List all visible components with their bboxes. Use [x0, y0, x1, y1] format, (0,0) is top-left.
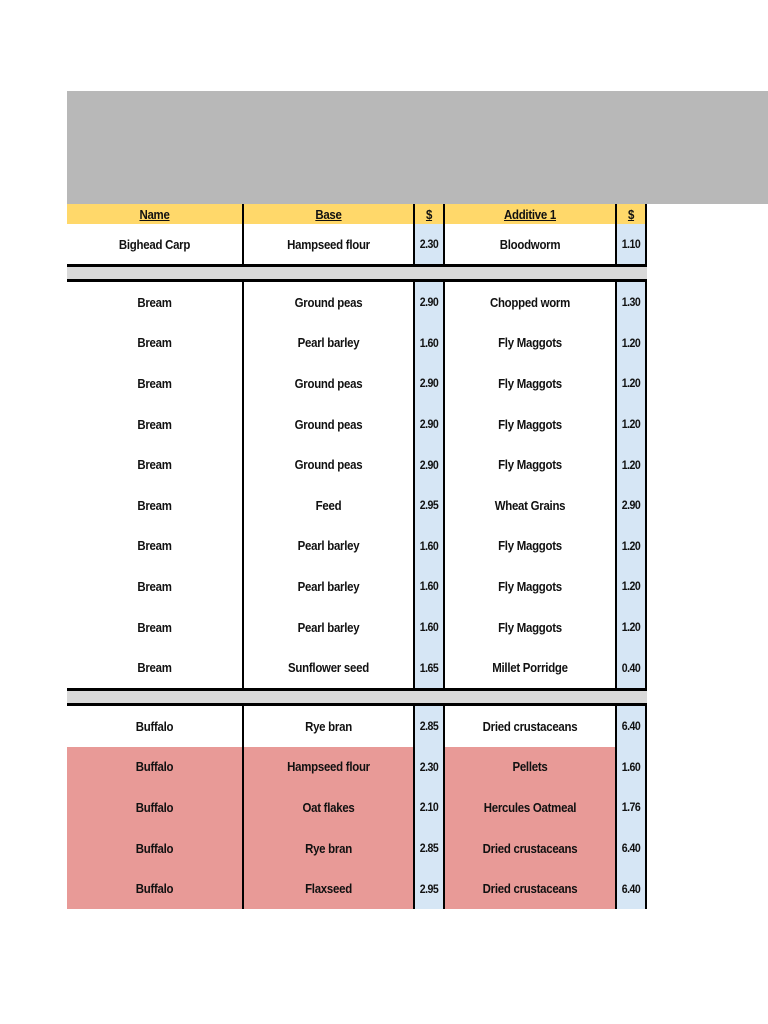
cell-name[interactable]: Bream [137, 335, 172, 351]
header-row [67, 204, 647, 224]
cell-name[interactable]: Bighead Carp [118, 236, 191, 252]
cell-base[interactable]: Pearl barley [297, 538, 360, 554]
cell-name[interactable]: Bream [137, 375, 172, 391]
cell-base[interactable]: Ground peas [294, 457, 363, 473]
cell-name[interactable]: Bream [137, 619, 172, 635]
table-row [67, 607, 647, 648]
cell-price-2[interactable]: 1.20 [621, 620, 641, 635]
cell-price-1[interactable]: 2.90 [419, 417, 439, 432]
cell-price-1[interactable]: 2.30 [419, 759, 439, 774]
cell-base[interactable]: Rye bran [305, 840, 352, 856]
table-row [67, 363, 647, 404]
cell-base[interactable]: Sunflower seed [288, 660, 369, 676]
cell-price-2[interactable]: 1.30 [621, 295, 641, 310]
table-row [67, 444, 647, 485]
title-banner [67, 91, 768, 204]
cell-base[interactable]: Hampseed flour [287, 236, 370, 252]
cell-price-2[interactable]: 6.40 [621, 719, 641, 734]
cell-base[interactable]: Flaxseed [305, 881, 352, 897]
table-row [67, 282, 647, 323]
cell-name[interactable]: Buffalo [135, 759, 174, 775]
table-row [67, 828, 647, 869]
table-row [67, 526, 647, 567]
cell-price-2[interactable]: 6.40 [621, 841, 641, 856]
cell-additive-1[interactable]: Pellets [512, 759, 548, 775]
cell-additive-1[interactable]: Fly Maggots [498, 335, 562, 351]
cell-name[interactable]: Bream [137, 660, 172, 676]
cell-price-1[interactable]: 2.90 [419, 376, 439, 391]
cell-name[interactable]: Bream [137, 457, 172, 473]
cell-additive-1[interactable]: Wheat Grains [494, 497, 566, 513]
table-row [67, 706, 647, 747]
cell-base[interactable]: Rye bran [305, 718, 352, 734]
cell-price-1[interactable]: 1.60 [419, 538, 439, 553]
cell-name[interactable]: Buffalo [135, 718, 174, 734]
cell-price-1[interactable]: 2.95 [419, 498, 439, 513]
cell-price-2[interactable]: 1.76 [621, 800, 641, 815]
table-row [67, 647, 647, 688]
cell-additive-1[interactable]: Fly Maggots [498, 375, 562, 391]
cell-price-2[interactable]: 1.20 [621, 335, 641, 350]
cell-additive-1[interactable]: Fly Maggots [498, 619, 562, 635]
header-price-1[interactable]: $ [425, 206, 433, 222]
header-additive-1[interactable]: Additive 1 [503, 206, 557, 222]
cell-base[interactable]: Pearl barley [297, 335, 360, 351]
cell-additive-1[interactable]: Fly Maggots [498, 457, 562, 473]
table-row [67, 787, 647, 828]
cell-base[interactable]: Hampseed flour [287, 759, 370, 775]
cell-name[interactable]: Bream [137, 538, 172, 554]
header-price-2[interactable]: $ [627, 206, 635, 222]
cell-price-2[interactable]: 1.60 [621, 759, 641, 774]
cell-name[interactable]: Bream [137, 578, 172, 594]
header-name[interactable]: Name [139, 206, 170, 222]
cell-price-1[interactable]: 2.10 [419, 800, 439, 815]
cell-price-2[interactable]: 1.20 [621, 538, 641, 553]
cell-price-2[interactable]: 1.10 [621, 237, 641, 251]
cell-additive-1[interactable]: Millet Porridge [492, 660, 568, 676]
cell-price-1[interactable]: 1.60 [419, 335, 439, 350]
cell-base[interactable]: Oat flakes [302, 799, 355, 815]
cell-price-1[interactable]: 2.30 [419, 237, 439, 251]
cell-price-1[interactable]: 2.95 [419, 881, 439, 896]
table-row [67, 404, 647, 445]
cell-price-1[interactable]: 2.90 [419, 295, 439, 310]
cell-price-2[interactable]: 0.40 [621, 660, 641, 675]
cell-base[interactable]: Feed [315, 497, 342, 513]
cell-name[interactable]: Buffalo [135, 840, 174, 856]
cell-additive-1[interactable]: Dried crustaceans [482, 881, 578, 897]
cell-name[interactable]: Buffalo [135, 881, 174, 897]
cell-additive-1[interactable]: Dried crustaceans [482, 840, 578, 856]
cell-price-2[interactable]: 1.20 [621, 579, 641, 594]
table-row [67, 224, 647, 264]
table-row [67, 868, 647, 909]
table-row [67, 747, 647, 788]
cell-price-1[interactable]: 1.60 [419, 579, 439, 594]
cell-name[interactable]: Bream [137, 416, 172, 432]
header-base[interactable]: Base [315, 206, 342, 222]
cell-base[interactable]: Ground peas [294, 294, 363, 310]
cell-price-1[interactable]: 1.60 [419, 620, 439, 635]
cell-additive-1[interactable]: Bloodworm [499, 236, 561, 252]
cell-price-1[interactable]: 1.65 [419, 660, 439, 675]
cell-name[interactable]: Bream [137, 294, 172, 310]
cell-additive-1[interactable]: Hercules Oatmeal [483, 799, 577, 815]
cell-price-2[interactable]: 1.20 [621, 417, 641, 432]
cell-name[interactable]: Buffalo [135, 799, 174, 815]
cell-price-2[interactable]: 2.90 [621, 498, 641, 513]
bait-recipe-table [67, 204, 647, 909]
cell-base[interactable]: Pearl barley [297, 578, 360, 594]
group-separator [67, 264, 647, 282]
cell-price-2[interactable]: 6.40 [621, 881, 641, 896]
cell-additive-1[interactable]: Fly Maggots [498, 578, 562, 594]
cell-base[interactable]: Ground peas [294, 416, 363, 432]
cell-price-2[interactable]: 1.20 [621, 376, 641, 391]
cell-base[interactable]: Pearl barley [297, 619, 360, 635]
cell-additive-1[interactable]: Fly Maggots [498, 416, 562, 432]
cell-base[interactable]: Ground peas [294, 375, 363, 391]
cell-price-1[interactable]: 2.85 [419, 719, 439, 734]
cell-price-1[interactable]: 2.85 [419, 841, 439, 856]
cell-price-2[interactable]: 1.20 [621, 457, 641, 472]
cell-additive-1[interactable]: Dried crustaceans [482, 718, 578, 734]
cell-additive-1[interactable]: Chopped worm [489, 294, 571, 310]
table-row [67, 323, 647, 364]
table-row [67, 566, 647, 607]
cell-price-1[interactable]: 2.90 [419, 457, 439, 472]
table-row [67, 485, 647, 526]
cell-additive-1[interactable]: Fly Maggots [498, 538, 562, 554]
cell-name[interactable]: Bream [137, 497, 172, 513]
group-separator [67, 688, 647, 706]
